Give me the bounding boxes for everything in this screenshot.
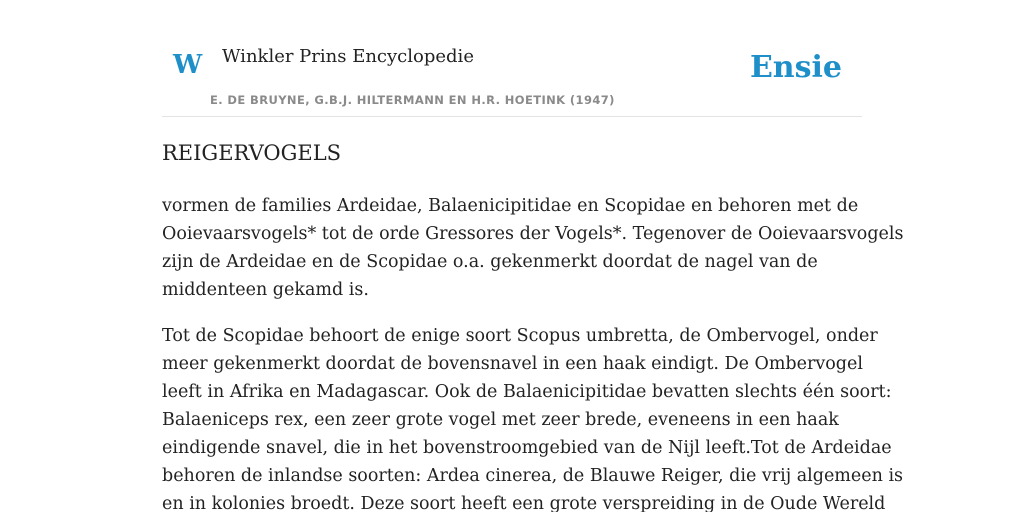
entry-title: REIGERVOGELS <box>162 141 342 165</box>
source-title[interactable]: Winkler Prins Encyclopedie <box>222 46 474 67</box>
source-header <box>162 40 862 117</box>
text-line: Balaeniceps rex, een zeer grote vogel met zeer brede, eveneens in een haak <box>162 410 839 430</box>
text-line: zijn de Ardeidae en de Scopidae o.a. gekenmerkt doordat de nagel van de <box>162 252 818 272</box>
text-line: meer gekenmerkt doordat de bovensnavel in een haak eindigt. De Ombervogel <box>162 354 863 374</box>
text-line: vormen de families Ardeidae, Balaenicipitidae en Scopidae en behoren met de <box>162 196 859 216</box>
ensie-logo[interactable]: Ensie <box>749 50 842 85</box>
source-authors: E. DE BRUYNE, G.B.J. HILTERMANN EN H.R. HOETINK (1947) <box>210 93 615 107</box>
text-line: eindigende snavel, die in het bovenstroomgebied van de Nijl leeft.Tot de Ardeidae <box>162 438 892 458</box>
text-line: en in kolonies broedt. Deze soort heeft een grote verspreiding in de Oude Wereld <box>162 494 886 512</box>
text-line: Ooievaarsvogels* tot de orde Gressores der Vogels*. Tegenover de Ooievaarsvogels <box>162 224 904 244</box>
text-line: leeft in Afrika en Madagascar. Ook de Balaenicipitidae bevatten slechts één soort: <box>162 382 892 402</box>
text-line: Tot de Scopidae behoort de enige soort Scopus umbretta, de Ombervogel, onder <box>162 326 878 346</box>
paragraph-2 <box>162 322 904 512</box>
winkler-prins-logo[interactable]: W <box>173 50 203 80</box>
entry-body <box>162 192 904 512</box>
text-line: behoren de inlandse soorten: Ardea cinerea, de Blauwe Reiger, die vrij algemeen is <box>162 466 904 486</box>
text-line: middenteen gekamd is. <box>162 280 369 300</box>
paragraph-1 <box>162 192 904 304</box>
